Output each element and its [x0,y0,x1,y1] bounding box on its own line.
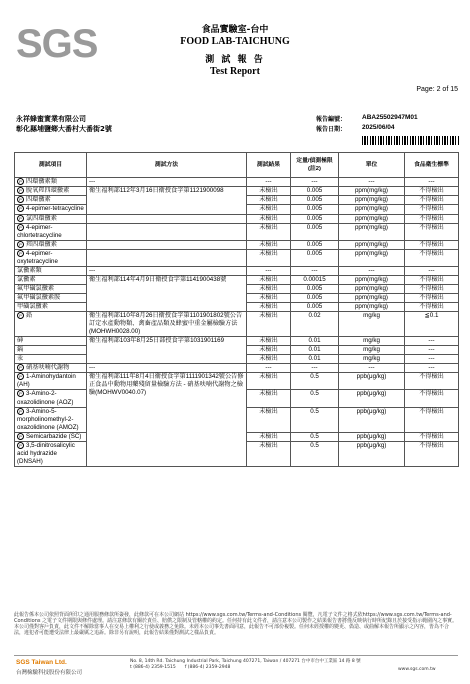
test-item-cell [15,267,87,276]
table-row [15,187,459,196]
test-item-name: 脫氧羥四環黴素 [26,187,70,195]
test-item-name: 氯黴素 [17,276,36,284]
client-address: 彰化縣埔鹽鄉大番村大番街2號 [16,125,112,133]
test-item-cell [15,337,87,346]
test-result-cell: 未檢出 [247,303,291,312]
test-item-name: 砷 [17,337,24,345]
loq-cell: --- [291,267,339,276]
loq-cell: 0.005 [291,303,339,312]
standard-cell: --- [405,355,459,364]
standard-cell: 不得檢出 [405,373,459,390]
test-item-name: 羥四環黴素 [26,240,57,248]
test-item-name: 鉛 [26,312,33,320]
loq-cell: 0.00015 [291,276,339,285]
standard-cell: 不得檢出 [405,285,459,294]
report-no-label: 報告編號： [316,116,347,123]
test-result-cell: 未檢出 [247,312,291,337]
col-header-result: 測試結果 [247,153,291,178]
test-item-cell [15,303,87,312]
table-row [15,249,459,266]
table-row [15,214,459,223]
accredited-flag-icon: P [17,373,24,380]
test-method-cell: --- [87,364,247,373]
table-row [15,312,459,337]
unit-cell: ppb(μg/kg) [339,373,405,390]
test-item-cell [15,355,87,364]
footer-divider [14,655,458,656]
test-item-name: 硝基呋喃代謝物 [26,364,70,372]
test-item-name: Semicarbazide (SC) [26,432,82,440]
test-result-cell: 未檢出 [247,432,291,441]
test-item-cell [15,407,87,432]
test-result-cell: 未檢出 [247,196,291,205]
accredited-flag-icon: P [17,250,24,257]
barcode [362,136,460,145]
test-item-cell [15,312,87,337]
loq-cell: 0.005 [291,249,339,266]
test-item-cell [15,196,87,205]
standard-cell: --- [405,267,459,276]
test-item-name: 3,5-dinitrosalicylic acid hydrazide (DNSAH) [17,441,75,465]
standard-cell: --- [405,346,459,355]
test-method-cell: 衛生福利部111年8月4日衛授食字第1111901342號公告修正食品中動物用藥殘留量檢驗方法 - 硝基呋喃代謝物之檢驗(MOHWV0040.07) [87,373,247,467]
lab-name-cn: 食品實驗室-台中 [201,25,269,35]
table-row [15,373,459,390]
loq-cell: 0.005 [291,205,339,214]
accredited-flag-icon: P [17,312,24,319]
test-result-cell: 未檢出 [247,223,291,240]
test-item-cell [15,373,87,390]
loq-cell: 0.01 [291,337,339,346]
unit-cell: ppb(μg/kg) [339,432,405,441]
test-item-cell [15,214,87,223]
loq-cell: 0.5 [291,432,339,441]
standard-cell: 不得檢出 [405,223,459,240]
test-method-cell: 衛生福利部114年4月9日衛授食字第1141900438號 [87,276,247,312]
test-item-cell [15,249,87,266]
test-item-name: 氯四環黴素 [26,214,57,222]
unit-cell: ppb(μg/kg) [339,441,405,466]
standard-cell: 不得檢出 [405,276,459,285]
loq-cell: 0.5 [291,390,339,407]
test-item-name: 鎘 [17,346,24,354]
test-item-cell [15,223,87,240]
test-item-name: 4-epimer-tetracycline [26,205,84,213]
unit-cell: --- [339,267,405,276]
test-result-cell: 未檢出 [247,373,291,390]
unit-cell: mg/kg [339,337,405,346]
test-item-cell [15,294,87,303]
standard-cell: 不得檢出 [405,187,459,196]
test-result-cell: --- [247,267,291,276]
standard-cell: 不得檢出 [405,390,459,407]
loq-cell: --- [291,178,339,187]
standard-cell: 不得檢出 [405,196,459,205]
report-title-en: Test Report [210,66,260,77]
test-item-name: 氟甲磺氯黴素 [17,285,55,293]
company-website: www.sgs.com.tw [398,667,436,672]
company-name-en: SGS Taiwan Ltd. [16,659,67,666]
test-result-cell: 未檢出 [247,355,291,364]
standard-cell: 不得檢出 [405,303,459,312]
client-name: 永祥蜂蜜實業有限公司 [16,115,86,123]
test-method-cell: 衛生福利部103年8月25日部授食字第1031901169 [87,337,247,364]
footer-notice: 此報告係本公司依照背面所印之通用服務條款所簽發，此條款可在本公司網站 https://www.sgs.com.tw/Terms-and-Conditions 閱覽，凡電子文件之格式依https://www.sgs.com.tw/Terms-and-Conditions 之電子文件期限與條件處理。請注意條款有關於責任、賠償之限制及管轄權的約定。任何持有此文件者，請注意本公司製作之結果報告書將僅反映執行時所紀錄且於接受指示範圍內之事實。本公司僅對客戶負責，此文件不解除當事人在交易上權利之行使或義務之免除。未經本公司事先書面同意，此報告不可部份複製。任何未經授權的變更、偽造、或曲解本報告所顯示之內容，皆為不合法，違犯者可能遭受法律上最嚴厲之追訴。除非另有說明，此報告結果僅對測試之樣品負責。 [14,612,458,636]
accredited-flag-icon: P [17,178,24,185]
standard-cell: --- [405,337,459,346]
accredited-flag-icon: P [17,390,24,397]
test-item-cell [15,187,87,196]
test-result-cell: 未檢出 [247,390,291,407]
test-method-cell [87,249,247,266]
table-row [15,337,459,346]
unit-cell: ppm(mg/kg) [339,285,405,294]
test-item-cell [15,240,87,249]
test-result-cell: 未檢出 [247,285,291,294]
test-item-name: 1-Aminohydantoin (AH) [17,373,76,389]
test-result-cell: 未檢出 [247,249,291,266]
address-line: No. 8, 14th Rd. Taichung Industrial Park, Taichung 407271, Taiwan / 407271 台中市台中工業區 14 路 8 號 [130,659,361,664]
test-item-name: 四環黴素類 [26,178,57,186]
test-item-name: 3-Amino-5-morpholinomethyl-2-oxazolidinone (AMOZ) [17,407,79,431]
test-method-cell: --- [87,267,247,276]
accredited-flag-icon: P [17,408,24,415]
test-result-cell: 未檢出 [247,240,291,249]
test-result-cell: --- [247,364,291,373]
report-date: 2025/06/04 [362,124,395,131]
unit-cell: ppm(mg/kg) [339,276,405,285]
test-result-cell: 未檢出 [247,276,291,285]
loq-cell: 0.005 [291,223,339,240]
test-item-cell [15,205,87,214]
test-item-name: 3-Amino-2-oxazolidinone (AOZ) [17,390,74,406]
test-item-cell [15,276,87,285]
test-item-name: 汞 [17,355,24,363]
test-method-cell: 衛生福利部112年3月16日衛授食字第1121900098 [87,187,247,214]
unit-cell: ppm(mg/kg) [339,196,405,205]
accredited-flag-icon: P [17,433,24,440]
sgs-logo: SGS [16,22,98,66]
table-row [15,267,459,276]
col-header-loq: 定量/偵測極限(註2) [291,153,339,178]
test-item-cell [15,178,87,187]
standard-cell: 不得檢出 [405,407,459,432]
loq-cell: --- [291,364,339,373]
standard-cell: --- [405,178,459,187]
loq-cell: 0.005 [291,214,339,223]
unit-cell: ppm(mg/kg) [339,187,405,196]
test-item-name: 氟甲磺氯黴素胺 [17,294,61,302]
col-header-unit: 單位 [339,153,405,178]
unit-cell: --- [339,178,405,187]
test-result-cell: 未檢出 [247,187,291,196]
accredited-flag-icon: P [17,187,24,194]
loq-cell: 0.5 [291,407,339,432]
col-header-item: 測試項目 [15,153,87,178]
loq-cell: 0.005 [291,187,339,196]
test-item-name: 四環黴素 [26,196,51,204]
unit-cell: ppm(mg/kg) [339,249,405,266]
standard-cell: 不得檢出 [405,249,459,266]
col-header-method: 測試方法 [87,153,247,178]
table-row [15,240,459,249]
unit-cell: ppm(mg/kg) [339,240,405,249]
test-item-name: 4-epimer-oxytetracycline [17,250,58,266]
table-row [15,364,459,373]
unit-cell: mg/kg [339,355,405,364]
lab-name-en: FOOD LAB-TAICHUNG [180,36,290,47]
standard-cell: --- [405,364,459,373]
unit-cell: ppm(mg/kg) [339,223,405,240]
company-address [130,659,361,671]
page-number: Page: 2 of 15 [416,86,458,93]
results-table [14,152,459,467]
unit-cell: mg/kg [339,346,405,355]
accredited-flag-icon: P [17,442,24,449]
test-method-cell [87,223,247,240]
standard-cell: 不得檢出 [405,240,459,249]
accredited-flag-icon: P [17,205,24,212]
test-result-cell: 未檢出 [247,214,291,223]
test-method-cell [87,214,247,223]
table-header-row [15,153,459,178]
accredited-flag-icon: P [17,215,24,222]
unit-cell: mg/kg [339,312,405,337]
test-result-cell: 未檢出 [247,441,291,466]
phone-line: t (886-4) 2359-1515 f (886-4) 2359-2948 [130,665,231,670]
loq-cell: 0.01 [291,346,339,355]
test-item-cell [15,346,87,355]
standard-cell: 不得檢出 [405,205,459,214]
unit-cell: ppb(μg/kg) [339,390,405,407]
test-result-cell: 未檢出 [247,294,291,303]
loq-cell: 0.5 [291,441,339,466]
accredited-flag-icon: P [17,196,24,203]
unit-cell: --- [339,364,405,373]
report-title-cn: 測 試 報 告 [205,55,265,65]
loq-cell: 0.005 [291,294,339,303]
test-item-cell [15,432,87,441]
test-result-cell: 未檢出 [247,346,291,355]
unit-cell: ppm(mg/kg) [339,214,405,223]
unit-cell: ppm(mg/kg) [339,205,405,214]
report-no: ABA25502947M01 [362,114,418,121]
col-header-standard: 食品衛生標準 [405,153,459,178]
test-item-name: 氯黴素類 [17,267,42,275]
table-row [15,223,459,240]
loq-cell: 0.005 [291,285,339,294]
loq-cell: 0.5 [291,373,339,390]
standard-cell: 不得檢出 [405,214,459,223]
accredited-flag-icon: P [17,364,24,371]
loq-cell: 0.005 [291,196,339,205]
standard-cell: ≦0.1 [405,312,459,337]
test-item-cell [15,390,87,407]
accredited-flag-icon: P [17,241,24,248]
report-date-label: 報告日期： [316,126,347,133]
loq-cell: 0.005 [291,240,339,249]
loq-cell: 0.02 [291,312,339,337]
test-method-cell: 衛生福利部110年8月26日衛授食字第1101901802號公告訂定水產動物類、禽畜產品類及蜂蜜中重金屬檢驗方法(MOHWH0028.00) [87,312,247,337]
accredited-flag-icon: P [17,224,24,231]
test-item-cell [15,441,87,466]
table-row [15,276,459,285]
test-result-cell: 未檢出 [247,337,291,346]
unit-cell: ppm(mg/kg) [339,303,405,312]
loq-cell: 0.01 [291,355,339,364]
standard-cell: 不得檢出 [405,294,459,303]
test-item-name: 4-epimer-chlortetracycline [17,223,62,239]
test-method-cell [87,240,247,249]
test-method-cell: --- [87,178,247,187]
unit-cell: ppb(μg/kg) [339,407,405,432]
test-result-cell: 未檢出 [247,205,291,214]
standard-cell: 不得檢出 [405,432,459,441]
test-item-cell [15,285,87,294]
test-result-cell: 未檢出 [247,407,291,432]
unit-cell: ppm(mg/kg) [339,294,405,303]
test-item-cell [15,364,87,373]
standard-cell: 不得檢出 [405,441,459,466]
test-result-cell: --- [247,178,291,187]
table-row [15,178,459,187]
company-name-cn: 台灣檢驗科技股份有限公司 [16,670,83,676]
test-item-name: 甲磺氯黴素 [17,303,48,311]
